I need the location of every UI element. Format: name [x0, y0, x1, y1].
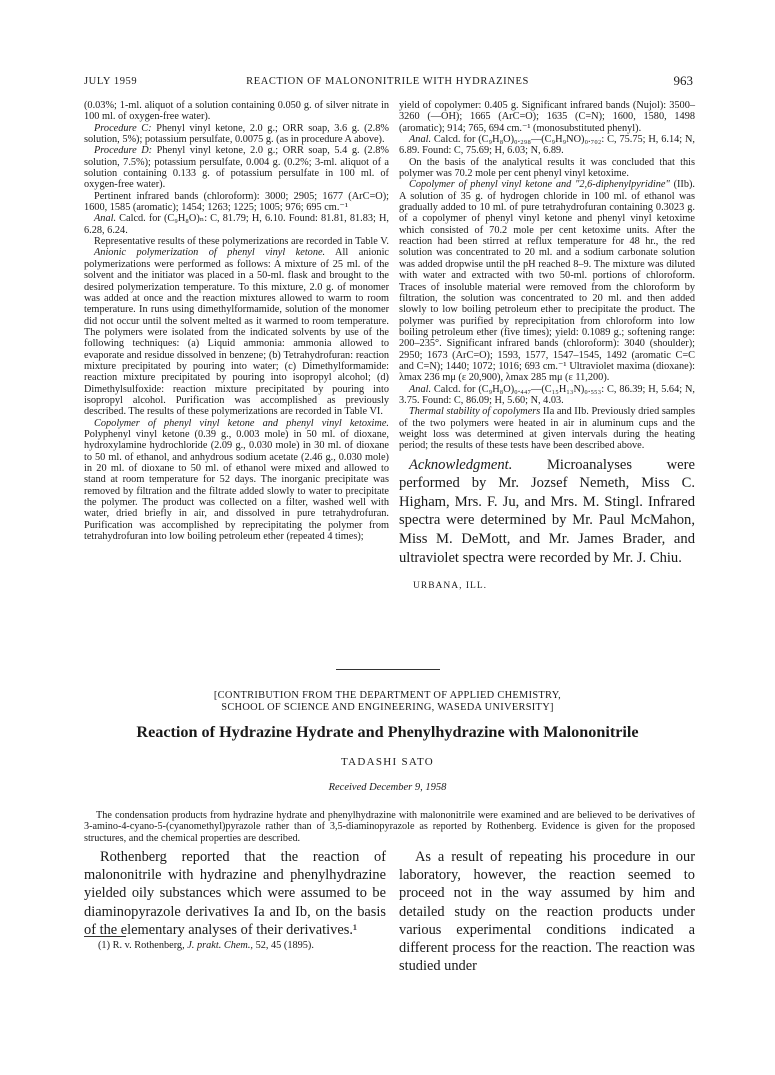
footnote: (1) R. v. Rothenberg, J. prakt. Chem., 52, 45 (1895). — [98, 940, 314, 951]
analysis: Anal. Calcd. for (C₉H₈O)₀.₄₄₇—(C₁₅H₁₃N)₀.₅₅₃: C, 86.39; H, 5.64; N, 3.75. Found: C, 86.09; H, 5.60; N, 4.03. — [399, 383, 695, 406]
infrared-bands: Pertinent infrared bands (chloroform): 3000; 2905; 1677 (ArC=O); 1600, 1585 (aromatic); 1454; 1263; 1225; 1005; 976; 695 cm.⁻¹ — [84, 190, 389, 214]
running-header-title: REACTION OF MALONONITRILE WITH HYDRAZINES — [246, 76, 529, 87]
paragraph: On the basis of the analytical results it was concluded that this polymer was 70.2 mole per cent phenyl vinyl ketoxime. — [399, 156, 695, 180]
article-title: Reaction of Hydrazine Hydrate and Phenylhydrazine with Malononitrile — [136, 723, 639, 741]
section-divider — [336, 669, 440, 670]
abstract: The condensation products from hydrazine hydrate and phenylhydrazine with malononitrile were examined and are believed to be derivatives of 3-amino-4-cyano-5-(cyanomethyl)pyrazole rather than of 3,5-diaminopyrazole as reported by Rothenberg. Evidence is given for the proposed structures, and the chemical properties are described. — [84, 810, 695, 844]
article-author: TADASHI SATO — [340, 756, 435, 768]
procedure-c: Procedure C: Phenyl vinyl ketone, 2.0 g.; ORR soap, 3.6 g. (2.8% solution, 5%); potassium persulfate, 0.0075 g. (as in procedure A above). — [84, 122, 389, 146]
paragraph: Rothenberg reported that the reaction of malononitrile with hydrazine and phenylhydrazine yielded oily substances which were assumed to be diaminopyrazole derivatives Ia and Ib, on the basis of the elementary analyses of their derivatives.¹ — [84, 849, 386, 938]
contribution-note: [CONTRIBUTION FROM THE DEPARTMENT OF APPLIED CHEMISTRY, SCHOOL OF SCIENCE AND ENGINEERING, WASEDA UNIVERSITY] — [213, 690, 562, 713]
running-header-date: JULY 1959 — [84, 76, 138, 87]
copolymer-pyridine-section: Copolymer of phenyl vinyl ketone and "2,6-diphenylpyridine" (IIb). A solution of 35 g. of hydrogen chloride in 100 ml. of ethanol was gradually added to 10 ml. of pure tetrahydrofuran containing 0.3023 g. of a copolymer of phenyl vinyl ketone and phenyl vinyl ketoxime which consisted of 70.2 mole per cent ketoxime units. After the reaction had been stirred at reflux temperature for 48 hr., the red solution was concentrated to 20 ml. and a sodium carbonate solution was added dropwise until the pH reached 8–9. The mixture was diluted with water and extracted with two 50-ml. portions of chloroform. Traces of insoluble material were removed from the chloroform by filtration, the solution was concentrated to 20 ml. and then added slowly to low boiling petroleum ether to precipitate the product. The polymer was purified by reprecipitation from chloroform into low boiling petroleum ether (five times); yield: 0.1089 g.; softening range: 200–235°. Significant infrared bands (chloroform): 3040 (shoulder); 2950; 1673 (ArC=O); 1593, 1577, 1547–1545, 1492 (aromatic C=C and C=N); 1440; 1072; 1016; 693 cm.⁻¹ Ultraviolet maxima (dioxane): λmax 236 mμ (ε 20,900), λmax 285 mμ (ε 11,200). — [399, 179, 696, 384]
copolymer-section: Copolymer of phenyl vinyl ketone and phenyl vinyl ketoxime. Polyphenyl vinyl ketone (0.39 g., 0.003 mole) in 50 ml. of dioxane, hydroxylamine hydrochloride (2.09 g., 0.030 mole) in 30 ml. of dioxane to 50 ml. of ethanol, and anhydrous sodium acetate (2.46 g., 0.030 mole) in 20 ml. of dioxane to 50 ml. of ethanol were mixed and allowed to stand at room temperature for 52 days. The inorganic precipitate was removed by filtration and the filtrate added slowly to water to precipitate the polymer. The product was collected on a filter, washed well with water, dried briefly in air, and dissolved in pure tetrahydrofuran. Purification was accomplished by reprecipitating the polymer from tetrahydrofuran into low boiling petroleum ether (repeated 4 times); — [84, 417, 389, 543]
paragraph: Representative results of these polymerizations are recorded in Table V. — [94, 236, 389, 248]
anionic-polymerization: Anionic polymerization of phenyl vinyl ketone. All anionic polymerizations were performed as follows: A mixture of 25 ml. of the solvent and the initiator was placed in a 50-ml. flask and brought to the desired polymerization temperature. To this mixture, 2.0 g. of monomer was added at once and the reaction mixtures allowed to warm to room temperature. In runs using dimethylformamide, solution of the monomer did not occur until the solvent melted as it warmed to room temperature. The polymers were isolated from the indicated solvents by use of the following techniques: (a) Liquid ammonia: ammonia allowed to evaporate and residue dissolved in benzene; (b) Tetrahydrofuran: reaction mixture precipitated by pouring into water; (c) Dimethylformamide: reaction mixture precipitated by pouring into isopropyl alcohol; (d) Dimethylsulfoxide: reaction mixture precipitated by pouring into isopropyl alcohol. Purification was accomplished as previously described. The results of these polymerizations are recorded in Table VI. — [84, 247, 390, 418]
paragraph: As a result of repeating his procedure in our laboratory, however, the reaction seemed to proceed not in the way assumed by him and detailed study on the reaction products under various experimental conditions indicated a different process for the reaction. The reaction was studied under — [399, 849, 695, 975]
page-number: 963 — [673, 73, 693, 88]
body-left — [84, 848, 386, 939]
received-date: Received December 9, 1958 — [328, 782, 447, 793]
place-line: URBANA, ILL. — [413, 581, 488, 592]
paragraph: (0.03%; 1-ml. aliquot of a solution containing 0.050 g. of silver nitrate in 100 ml. of oxygen-free water). — [84, 100, 389, 123]
footnote-divider — [84, 936, 126, 937]
analysis: Anal. Calcd. for (C₉H₈O)ₙ: C, 81.79; H, 6.10. Found: 81.81, 81.83; H, 6.28, 6.24. — [84, 213, 389, 236]
paragraph: yield of copolymer: 0.405 g. Significant infrared bands (Nujol): 3500–3260 (—OH); 1665 (ArC=O); 1635 (C=N); 1600, 1580, 1498 (aromatic); 914; 765, 694 cm.⁻¹ (monosubstituted phenyl). — [399, 100, 695, 134]
body-right — [399, 848, 695, 975]
procedure-d: Procedure D: Phenyl vinyl ketone, 2.0 g.; ORR soap, 5.4 g. (2.8% solution, 7.5%); potassium persulfate, 0.004 g. (0.2%; 3-ml. aliquot of a solution containing 0.133 g. of potassium persulfate in 100 ml. of oxygen-free water). — [84, 145, 389, 191]
analysis: Anal. Calcd. for (C₉H₈O)₀.₂₉₈—(C₉H₉NO)₀.₇₀₂: C, 75.75; H, 6.14; N, 6.89. Found: C, 75.69; H, 6.03; N, 6.89. — [399, 134, 695, 157]
left-column — [84, 100, 389, 542]
thermal-stability: Thermal stability of copolymers IIa and IIb. Previously dried samples of the two polymers were heated in air in aluminum cups and the weight loss was determined at given intervals during the heating period; the results of these tests have been described above. — [399, 406, 695, 452]
right-column — [399, 100, 695, 593]
acknowledgment: Acknowledgment. Microanalyses were performed by Mr. Jozsef Nemeth, Miss C. Higham, Mrs. F. Ju, and Mrs. M. Stingl. Infrared spectra were determined by Mr. Paul McMahon, Miss M. DeMott, and Mr. James Brader, and ultraviolet spectra were recorded by Mr. J. Chiu. — [399, 456, 695, 566]
